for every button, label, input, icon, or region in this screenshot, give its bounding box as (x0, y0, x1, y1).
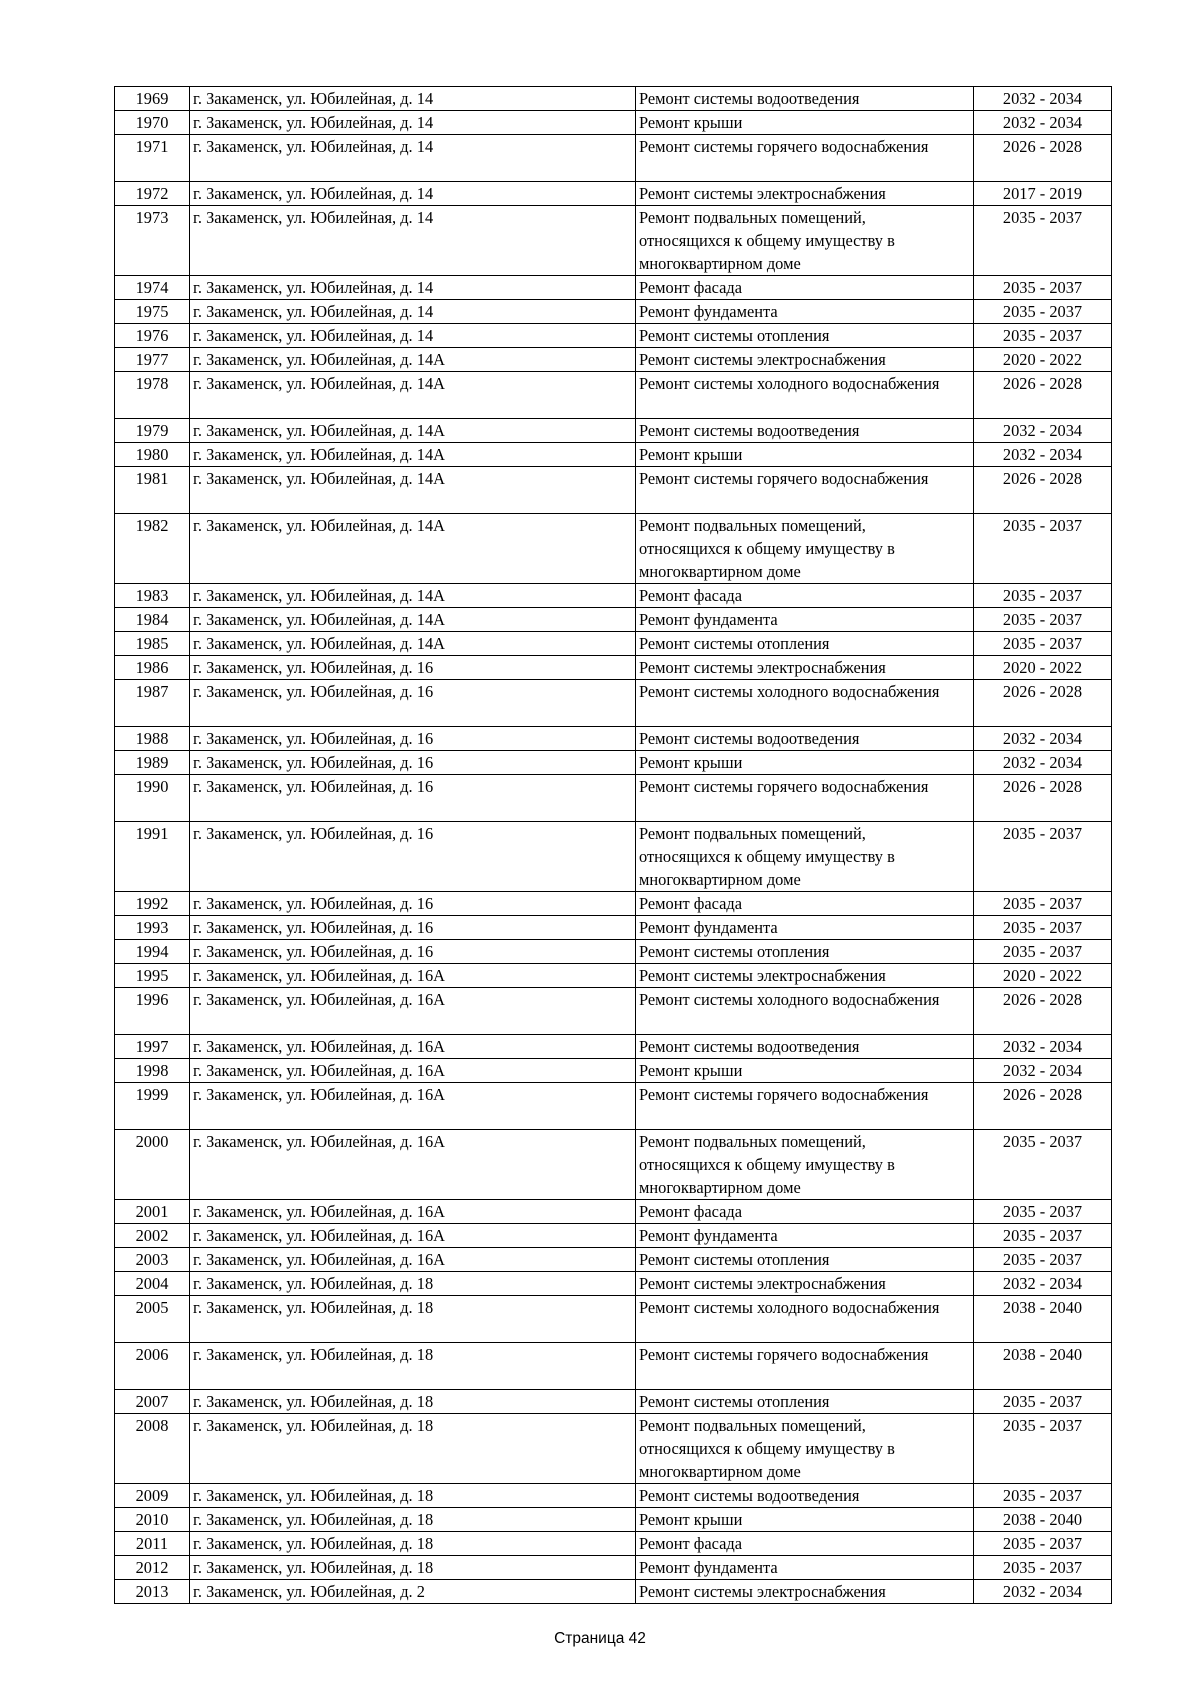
row-number: 2008 (115, 1414, 190, 1484)
table-row (115, 1532, 1112, 1556)
work-type-cell (636, 514, 974, 584)
row-number: 1976 (115, 324, 190, 348)
period-cell: 2026 - 2028 (974, 372, 1112, 419)
work-type-cell (636, 1200, 974, 1224)
work-type-line: Ремонт подвальных помещений, (639, 1416, 866, 1435)
work-type-line: Ремонт фасада (639, 1202, 743, 1221)
period-cell: 2035 - 2037 (974, 584, 1112, 608)
table-row (115, 276, 1112, 300)
table-row (115, 964, 1112, 988)
table-row (115, 1248, 1112, 1272)
work-type-cell (636, 1390, 974, 1414)
work-type-cell (636, 206, 974, 276)
period-cell: 2032 - 2034 (974, 1035, 1112, 1059)
work-type-line: многоквартирном доме (639, 562, 801, 581)
work-type-cell (636, 1532, 974, 1556)
work-type-cell (636, 916, 974, 940)
work-type-line: Ремонт системы холодного водоснабжения (639, 1298, 940, 1317)
work-type-line: Ремонт подвальных помещений, (639, 516, 866, 535)
row-number: 2007 (115, 1390, 190, 1414)
work-type-cell (636, 443, 974, 467)
work-type-line: относящихся к общему имуществу в (639, 231, 895, 250)
table-row (115, 1083, 1112, 1130)
period-cell: 2017 - 2019 (974, 182, 1112, 206)
work-type-cell (636, 1484, 974, 1508)
work-type-cell (636, 1248, 974, 1272)
period-cell: 2035 - 2037 (974, 1414, 1112, 1484)
work-type-cell (636, 87, 974, 111)
page-number: Страница 42 (554, 1630, 646, 1647)
work-type-line: Ремонт фасада (639, 1534, 743, 1553)
work-type-cell (636, 1414, 974, 1484)
work-type-line: многоквартирном доме (639, 1462, 801, 1481)
work-type-line: Ремонт фасада (639, 894, 743, 913)
work-type-line: многоквартирном доме (639, 1178, 801, 1197)
period-cell: 2032 - 2034 (974, 1272, 1112, 1296)
work-type-cell (636, 1272, 974, 1296)
work-type-cell (636, 348, 974, 372)
work-type-cell (636, 300, 974, 324)
table-row (115, 680, 1112, 727)
row-number: 1982 (115, 514, 190, 584)
table-row (115, 822, 1112, 892)
row-number: 1974 (115, 276, 190, 300)
row-number: 2011 (115, 1532, 190, 1556)
period-cell: 2020 - 2022 (974, 348, 1112, 372)
work-type-line: Ремонт системы водоотведения (639, 1037, 860, 1056)
address-cell: г. Закаменск, ул. Юбилейная, д. 18 (190, 1296, 636, 1343)
period-cell: 2035 - 2037 (974, 1200, 1112, 1224)
address-cell: г. Закаменск, ул. Юбилейная, д. 16 (190, 916, 636, 940)
row-number: 1997 (115, 1035, 190, 1059)
address-cell: г. Закаменск, ул. Юбилейная, д. 16А (190, 1083, 636, 1130)
work-type-line: Ремонт фасада (639, 278, 743, 297)
work-type-line: Ремонт системы отопления (639, 942, 830, 961)
period-cell: 2035 - 2037 (974, 1224, 1112, 1248)
address-cell: г. Закаменск, ул. Юбилейная, д. 14 (190, 276, 636, 300)
row-number: 1983 (115, 584, 190, 608)
row-number: 2000 (115, 1130, 190, 1200)
row-number: 1978 (115, 372, 190, 419)
work-type-cell (636, 775, 974, 822)
address-cell: г. Закаменск, ул. Юбилейная, д. 16 (190, 940, 636, 964)
row-number: 2010 (115, 1508, 190, 1532)
period-cell: 2035 - 2037 (974, 324, 1112, 348)
table-row (115, 372, 1112, 419)
table-row (115, 87, 1112, 111)
period-cell: 2035 - 2037 (974, 276, 1112, 300)
period-cell: 2026 - 2028 (974, 135, 1112, 182)
work-type-cell (636, 276, 974, 300)
work-type-cell (636, 419, 974, 443)
work-type-line: Ремонт системы отопления (639, 1250, 830, 1269)
row-number: 1988 (115, 727, 190, 751)
work-type-line: относящихся к общему имуществу в (639, 1155, 895, 1174)
table-row (115, 1224, 1112, 1248)
period-cell: 2035 - 2037 (974, 892, 1112, 916)
row-number: 1972 (115, 182, 190, 206)
address-cell: г. Закаменск, ул. Юбилейная, д. 18 (190, 1532, 636, 1556)
period-cell: 2038 - 2040 (974, 1343, 1112, 1390)
period-cell: 2032 - 2034 (974, 419, 1112, 443)
address-cell: г. Закаменск, ул. Юбилейная, д. 14 (190, 135, 636, 182)
address-cell: г. Закаменск, ул. Юбилейная, д. 14А (190, 419, 636, 443)
row-number: 1980 (115, 443, 190, 467)
work-type-line: относящихся к общему имуществу в (639, 847, 895, 866)
work-type-cell (636, 1083, 974, 1130)
work-type-cell (636, 632, 974, 656)
period-cell: 2032 - 2034 (974, 1059, 1112, 1083)
work-type-cell (636, 111, 974, 135)
address-cell: г. Закаменск, ул. Юбилейная, д. 16А (190, 1035, 636, 1059)
address-cell: г. Закаменск, ул. Юбилейная, д. 16 (190, 751, 636, 775)
work-type-line: Ремонт системы водоотведения (639, 1486, 860, 1505)
period-cell: 2035 - 2037 (974, 1484, 1112, 1508)
work-type-line: Ремонт системы отопления (639, 1392, 830, 1411)
work-type-line: Ремонт системы холодного водоснабжения (639, 374, 940, 393)
period-cell: 2026 - 2028 (974, 988, 1112, 1035)
address-cell: г. Закаменск, ул. Юбилейная, д. 2 (190, 1580, 636, 1604)
table-row (115, 111, 1112, 135)
table-row (115, 608, 1112, 632)
table-row (115, 1390, 1112, 1414)
row-number: 2002 (115, 1224, 190, 1248)
table-row (115, 467, 1112, 514)
work-type-cell (636, 608, 974, 632)
work-type-cell (636, 1035, 974, 1059)
table-row (115, 514, 1112, 584)
period-cell: 2035 - 2037 (974, 206, 1112, 276)
work-type-line: Ремонт фундамента (639, 1226, 778, 1245)
work-type-cell (636, 988, 974, 1035)
period-cell: 2032 - 2034 (974, 727, 1112, 751)
work-type-line: Ремонт подвальных помещений, (639, 824, 866, 843)
work-type-cell (636, 1343, 974, 1390)
table-row (115, 443, 1112, 467)
period-cell: 2026 - 2028 (974, 467, 1112, 514)
row-number: 2012 (115, 1556, 190, 1580)
row-number: 2013 (115, 1580, 190, 1604)
repair-schedule-table (114, 86, 1112, 1604)
table-row (115, 1059, 1112, 1083)
work-type-line: Ремонт подвальных помещений, (639, 208, 866, 227)
work-type-cell (636, 324, 974, 348)
period-cell: 2035 - 2037 (974, 1390, 1112, 1414)
period-cell: 2035 - 2037 (974, 514, 1112, 584)
work-type-line: Ремонт системы водоотведения (639, 729, 860, 748)
table-row (115, 419, 1112, 443)
period-cell: 2032 - 2034 (974, 751, 1112, 775)
work-type-cell (636, 892, 974, 916)
address-cell: г. Закаменск, ул. Юбилейная, д. 14 (190, 324, 636, 348)
address-cell: г. Закаменск, ул. Юбилейная, д. 14 (190, 300, 636, 324)
period-cell: 2026 - 2028 (974, 775, 1112, 822)
work-type-cell (636, 467, 974, 514)
work-type-line: Ремонт системы горячего водоснабжения (639, 137, 929, 156)
period-cell: 2032 - 2034 (974, 1580, 1112, 1604)
address-cell: г. Закаменск, ул. Юбилейная, д. 14 (190, 182, 636, 206)
work-type-cell (636, 822, 974, 892)
period-cell: 2035 - 2037 (974, 608, 1112, 632)
period-cell: 2035 - 2037 (974, 1248, 1112, 1272)
table-row (115, 940, 1112, 964)
row-number: 1998 (115, 1059, 190, 1083)
work-type-cell (636, 656, 974, 680)
period-cell: 2035 - 2037 (974, 632, 1112, 656)
table-row (115, 892, 1112, 916)
address-cell: г. Закаменск, ул. Юбилейная, д. 16 (190, 727, 636, 751)
address-cell: г. Закаменск, ул. Юбилейная, д. 16А (190, 964, 636, 988)
row-number: 1969 (115, 87, 190, 111)
row-number: 1993 (115, 916, 190, 940)
table-row (115, 727, 1112, 751)
address-cell: г. Закаменск, ул. Юбилейная, д. 18 (190, 1556, 636, 1580)
table-row (115, 632, 1112, 656)
row-number: 2003 (115, 1248, 190, 1272)
address-cell: г. Закаменск, ул. Юбилейная, д. 14А (190, 467, 636, 514)
work-type-cell (636, 727, 974, 751)
table-row (115, 1296, 1112, 1343)
work-type-line: Ремонт крыши (639, 113, 743, 132)
work-type-cell (636, 1296, 974, 1343)
address-cell: г. Закаменск, ул. Юбилейная, д. 16А (190, 1059, 636, 1083)
table-row (115, 1580, 1112, 1604)
work-type-cell (636, 182, 974, 206)
address-cell: г. Закаменск, ул. Юбилейная, д. 16 (190, 680, 636, 727)
period-cell: 2032 - 2034 (974, 87, 1112, 111)
table-row (115, 206, 1112, 276)
work-type-line: Ремонт системы электроснабжения (639, 1274, 886, 1293)
row-number: 1973 (115, 206, 190, 276)
table-row (115, 656, 1112, 680)
period-cell: 2038 - 2040 (974, 1296, 1112, 1343)
work-type-line: Ремонт фундамента (639, 610, 778, 629)
row-number: 1970 (115, 111, 190, 135)
period-cell: 2032 - 2034 (974, 111, 1112, 135)
work-type-line: многоквартирном доме (639, 870, 801, 889)
work-type-cell (636, 584, 974, 608)
address-cell: г. Закаменск, ул. Юбилейная, д. 16А (190, 1200, 636, 1224)
row-number: 1985 (115, 632, 190, 656)
address-cell: г. Закаменск, ул. Юбилейная, д. 16 (190, 656, 636, 680)
table-row (115, 1508, 1112, 1532)
work-type-line: Ремонт крыши (639, 753, 743, 772)
table-row (115, 916, 1112, 940)
table-row (115, 1130, 1112, 1200)
table-row (115, 988, 1112, 1035)
work-type-line: Ремонт системы электроснабжения (639, 658, 886, 677)
row-number: 1995 (115, 964, 190, 988)
table-row (115, 1484, 1112, 1508)
row-number: 2005 (115, 1296, 190, 1343)
table-row (115, 182, 1112, 206)
work-type-line: Ремонт системы электроснабжения (639, 966, 886, 985)
period-cell: 2035 - 2037 (974, 1532, 1112, 1556)
address-cell: г. Закаменск, ул. Юбилейная, д. 16 (190, 775, 636, 822)
work-type-cell (636, 1059, 974, 1083)
period-cell: 2032 - 2034 (974, 443, 1112, 467)
address-cell: г. Закаменск, ул. Юбилейная, д. 14 (190, 111, 636, 135)
row-number: 2006 (115, 1343, 190, 1390)
row-number: 1975 (115, 300, 190, 324)
address-cell: г. Закаменск, ул. Юбилейная, д. 14А (190, 348, 636, 372)
row-number: 1971 (115, 135, 190, 182)
row-number: 1990 (115, 775, 190, 822)
work-type-cell (636, 1556, 974, 1580)
table-row (115, 324, 1112, 348)
work-type-cell (636, 1130, 974, 1200)
work-type-line: Ремонт системы горячего водоснабжения (639, 1085, 929, 1104)
row-number: 1996 (115, 988, 190, 1035)
work-type-line: Ремонт системы горячего водоснабжения (639, 1345, 929, 1364)
work-type-cell (636, 372, 974, 419)
address-cell: г. Закаменск, ул. Юбилейная, д. 14А (190, 584, 636, 608)
work-type-line: относящихся к общему имуществу в (639, 539, 895, 558)
period-cell: 2020 - 2022 (974, 656, 1112, 680)
table-row (115, 775, 1112, 822)
row-number: 2001 (115, 1200, 190, 1224)
work-type-cell (636, 940, 974, 964)
work-type-cell (636, 1580, 974, 1604)
work-type-line: Ремонт подвальных помещений, (639, 1132, 866, 1151)
work-type-cell (636, 135, 974, 182)
address-cell: г. Закаменск, ул. Юбилейная, д. 16 (190, 822, 636, 892)
table-row (115, 1556, 1112, 1580)
address-cell: г. Закаменск, ул. Юбилейная, д. 14А (190, 514, 636, 584)
row-number: 1986 (115, 656, 190, 680)
row-number: 1984 (115, 608, 190, 632)
table-row (115, 751, 1112, 775)
row-number: 1989 (115, 751, 190, 775)
address-cell: г. Закаменск, ул. Юбилейная, д. 18 (190, 1272, 636, 1296)
period-cell: 2020 - 2022 (974, 964, 1112, 988)
table-row (115, 135, 1112, 182)
work-type-line: многоквартирном доме (639, 254, 801, 273)
work-type-line: Ремонт системы холодного водоснабжения (639, 682, 940, 701)
work-type-cell (636, 1508, 974, 1532)
address-cell: г. Закаменск, ул. Юбилейная, д. 16 (190, 892, 636, 916)
table-row (115, 348, 1112, 372)
table-row (115, 1272, 1112, 1296)
period-cell: 2035 - 2037 (974, 300, 1112, 324)
address-cell: г. Закаменск, ул. Юбилейная, д. 14А (190, 632, 636, 656)
table-row (115, 1343, 1112, 1390)
work-type-line: Ремонт крыши (639, 445, 743, 464)
work-type-line: Ремонт системы отопления (639, 634, 830, 653)
row-number: 2009 (115, 1484, 190, 1508)
work-type-line: Ремонт крыши (639, 1510, 743, 1529)
work-type-cell (636, 964, 974, 988)
table-body (115, 87, 1112, 1604)
address-cell: г. Закаменск, ул. Юбилейная, д. 16А (190, 1248, 636, 1272)
address-cell: г. Закаменск, ул. Юбилейная, д. 18 (190, 1484, 636, 1508)
period-cell: 2035 - 2037 (974, 916, 1112, 940)
address-cell: г. Закаменск, ул. Юбилейная, д. 14А (190, 372, 636, 419)
period-cell: 2035 - 2037 (974, 940, 1112, 964)
table-row (115, 1414, 1112, 1484)
row-number: 1999 (115, 1083, 190, 1130)
row-number: 1981 (115, 467, 190, 514)
work-type-cell (636, 751, 974, 775)
row-number: 1991 (115, 822, 190, 892)
row-number: 2004 (115, 1272, 190, 1296)
table-row (115, 1035, 1112, 1059)
address-cell: г. Закаменск, ул. Юбилейная, д. 14 (190, 206, 636, 276)
address-cell: г. Закаменск, ул. Юбилейная, д. 16А (190, 1130, 636, 1200)
work-type-line: Ремонт системы электроснабжения (639, 350, 886, 369)
period-cell: 2035 - 2037 (974, 822, 1112, 892)
work-type-line: Ремонт фундамента (639, 1558, 778, 1577)
period-cell: 2035 - 2037 (974, 1556, 1112, 1580)
work-type-line: Ремонт системы электроснабжения (639, 1582, 886, 1601)
work-type-line: Ремонт системы горячего водоснабжения (639, 777, 929, 796)
work-type-line: Ремонт системы водоотведения (639, 89, 860, 108)
address-cell: г. Закаменск, ул. Юбилейная, д. 18 (190, 1343, 636, 1390)
row-number: 1977 (115, 348, 190, 372)
table-row (115, 584, 1112, 608)
work-type-line: Ремонт фундамента (639, 918, 778, 937)
work-type-line: Ремонт системы холодного водоснабжения (639, 990, 940, 1009)
address-cell: г. Закаменск, ул. Юбилейная, д. 14 (190, 87, 636, 111)
row-number: 1992 (115, 892, 190, 916)
address-cell: г. Закаменск, ул. Юбилейная, д. 18 (190, 1390, 636, 1414)
address-cell: г. Закаменск, ул. Юбилейная, д. 18 (190, 1508, 636, 1532)
work-type-line: Ремонт фасада (639, 586, 743, 605)
period-cell: 2026 - 2028 (974, 680, 1112, 727)
work-type-line: Ремонт системы горячего водоснабжения (639, 469, 929, 488)
work-type-line: Ремонт системы водоотведения (639, 421, 860, 440)
period-cell: 2038 - 2040 (974, 1508, 1112, 1532)
address-cell: г. Закаменск, ул. Юбилейная, д. 16А (190, 1224, 636, 1248)
work-type-cell (636, 1224, 974, 1248)
table-row (115, 1200, 1112, 1224)
work-type-line: Ремонт системы отопления (639, 326, 830, 345)
row-number: 1987 (115, 680, 190, 727)
address-cell: г. Закаменск, ул. Юбилейная, д. 14А (190, 608, 636, 632)
work-type-cell (636, 680, 974, 727)
work-type-line: Ремонт фундамента (639, 302, 778, 321)
work-type-line: относящихся к общему имуществу в (639, 1439, 895, 1458)
row-number: 1994 (115, 940, 190, 964)
work-type-line: Ремонт системы электроснабжения (639, 184, 886, 203)
row-number: 1979 (115, 419, 190, 443)
work-type-line: Ремонт крыши (639, 1061, 743, 1080)
period-cell: 2035 - 2037 (974, 1130, 1112, 1200)
address-cell: г. Закаменск, ул. Юбилейная, д. 18 (190, 1414, 636, 1484)
table-row (115, 300, 1112, 324)
address-cell: г. Закаменск, ул. Юбилейная, д. 14А (190, 443, 636, 467)
address-cell: г. Закаменск, ул. Юбилейная, д. 16А (190, 988, 636, 1035)
period-cell: 2026 - 2028 (974, 1083, 1112, 1130)
